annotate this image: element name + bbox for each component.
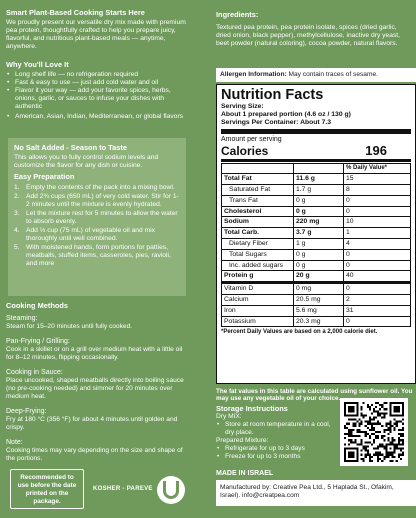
- fat-note: The fat values in this table are calculated using sunflower oil. You may use any vegetable oil of your choice.: [216, 388, 413, 403]
- method-title: Cooking in Sauce:: [6, 369, 63, 376]
- dv-footnote: *Percent Daily Values are based on a 2,000 calorie diet.: [221, 329, 378, 336]
- method-text: Cook in a skillet or on a grill over medium heat with a little oil for 8–12 minutes, flipping occasionally.: [6, 346, 183, 361]
- nutrient-amount: 0 mg: [294, 283, 344, 295]
- calories-row: [221, 144, 411, 158]
- calories-value: 196: [365, 143, 387, 158]
- nutrient-dv: 31: [344, 305, 411, 316]
- why-item: • Flavor it your way — add your favorite spices, herbs, onions, garlic, or sauces to infuse your dishes with authentic: [6, 87, 186, 111]
- nutrient-row: [222, 206, 411, 217]
- nutrient-name: Total Carb.: [222, 228, 294, 239]
- kosher-ou-logo: [157, 476, 185, 504]
- method-title: Steaming:: [6, 315, 38, 322]
- nutrient-row: [222, 249, 411, 260]
- nutrient-amount: 5.6 mg: [294, 305, 344, 316]
- method-title: Pan-Frying / Grilling:: [6, 338, 70, 345]
- nutrient-name: Total Sugars: [222, 249, 294, 260]
- amount-per-serving: Amount per serving: [221, 136, 282, 143]
- method-title: Deep-Frying:: [6, 408, 47, 415]
- nutrient-name: Inc. added sugars: [222, 260, 294, 271]
- nutrient-row: [222, 174, 411, 185]
- storage-item: • Store at room temperature in a cool, dry place.: [216, 421, 338, 437]
- method-text: Fry at 180 °C (356 °F) for about 4 minutes until golden and crispy.: [6, 416, 178, 431]
- nutrient-dv: 15: [344, 174, 411, 185]
- nutrient-row: [222, 239, 411, 250]
- nutrient-row: [222, 185, 411, 196]
- method-text: Place uncooked, shaped meatballs directly into boiling sauce (no pre-cooking needed) and simmer for 20 minutes over medium heat.: [6, 377, 184, 400]
- intro-text: We proudly present our versatile dry mix made with premium pea protein, thoughtfully crafted to help you prepare juicy, flavorful, and nutritious plant-based meals — anytime, anywhere.: [6, 19, 186, 50]
- allergen-text: May contain traces of sesame.: [288, 71, 378, 78]
- why-section: [6, 60, 186, 121]
- prep-step-number: 1.: [14, 184, 20, 191]
- methods-title: Cooking Methods: [6, 301, 68, 310]
- prep-step: [14, 184, 182, 192]
- nutrient-amount: 11.6 g: [294, 174, 344, 185]
- nutrient-row: [222, 228, 411, 239]
- storage-dry-label: Dry MIX:: [216, 413, 242, 420]
- prep-step-text: Add 2¾ cups (650 mL) of very cold water. Stir for 1-2 minutes until the mixture is evenly hydrated.: [26, 193, 179, 208]
- nutrient-name: Dietary Fiber: [222, 239, 294, 250]
- recommend-box: Recommended to use before the date printed on the package.: [10, 469, 84, 509]
- kosher-label: KOSHER - PAREVE: [93, 486, 153, 492]
- nutrient-row: [222, 271, 411, 283]
- storage-prepared-list: [216, 445, 338, 461]
- method-text: Steam for 15–20 minutes until fully cooked.: [6, 323, 133, 330]
- nutrient-name: Potassium: [222, 316, 294, 327]
- calories-label: Calories: [221, 144, 269, 158]
- prep-step-number: 5.: [14, 244, 20, 251]
- dv-header: % Daily Value*: [344, 163, 411, 174]
- nutrient-row: [222, 283, 411, 295]
- right-column: [208, 0, 416, 518]
- nutrient-name: Total Fat: [222, 174, 294, 185]
- nutrient-dv: 10: [344, 217, 411, 228]
- nutrient-amount: 0 g: [294, 195, 344, 206]
- nutrient-amount: 0 g: [294, 260, 344, 271]
- qr-code[interactable]: [340, 398, 408, 466]
- prep-section: [14, 172, 182, 269]
- nosalt-title: No Salt Added - Season to Taste: [14, 143, 127, 152]
- storage-title: Storage Instructions: [216, 404, 288, 413]
- nutrient-row: [222, 305, 411, 316]
- prep-step-number: 4.: [14, 227, 20, 234]
- ingredients-title: Ingredients:: [216, 10, 259, 19]
- nutrient-amount: 20 g: [294, 271, 344, 283]
- nutrient-amount: 20.3 mg: [294, 316, 344, 327]
- method-item: [6, 337, 186, 362]
- nutrient-amount: 20.5 mg: [294, 295, 344, 306]
- nutrient-name: Vitamin D: [222, 283, 294, 295]
- nutrient-dv: 2: [344, 295, 411, 306]
- ingredients-text: Textured pea protein, pea protein isolate, spices (dried garlic, dried onion, black pepper), methylcellulose, inactive dry yeast, beet powder (natural coloring), cocoa powder, natural flavors.: [216, 24, 401, 47]
- ou-mark-icon: [163, 481, 179, 499]
- method-item: [6, 438, 186, 463]
- nutrient-name: Protein g: [222, 271, 294, 283]
- method-item: [6, 314, 186, 331]
- nutrient-dv: 4: [344, 239, 411, 250]
- made-in-label: MADE IN ISRAEL: [216, 470, 274, 477]
- prep-step-number: 3.: [14, 210, 20, 217]
- nutrient-row: [222, 260, 411, 271]
- why-item: • Fast & easy to use — just add cold water and oil: [6, 79, 186, 87]
- allergen-label: Allergen Information:: [220, 71, 287, 78]
- nutrient-name: Cholesterol: [222, 206, 294, 217]
- intro-title: Smart Plant-Based Cooking Starts Here: [6, 8, 145, 17]
- prep-step: [14, 210, 182, 226]
- nutrient-amount: 1 g: [294, 239, 344, 250]
- serving-size: About 1 prepared portion (4.6 oz / 130 g): [221, 111, 351, 118]
- nutrient-dv: 8: [344, 185, 411, 196]
- prep-step: [14, 227, 182, 243]
- method-item: [6, 368, 186, 401]
- prep-title: Easy Preparation: [14, 172, 75, 181]
- serving-size-label: Serving Size:: [221, 103, 264, 110]
- prep-steps: [14, 184, 182, 268]
- why-title: Why You'll Love It: [6, 60, 69, 69]
- method-title: Note:: [6, 439, 23, 446]
- nutrient-table: [221, 163, 411, 328]
- nutrient-name: Trans Fat: [222, 195, 294, 206]
- nutrient-dv: 40: [344, 271, 411, 283]
- divider: [221, 129, 411, 134]
- left-column: [0, 0, 190, 518]
- divider: [221, 159, 411, 162]
- method-item: [6, 407, 186, 432]
- nutrient-dv: 0: [344, 195, 411, 206]
- nosalt-section: [14, 143, 182, 170]
- methods-section: [6, 301, 186, 463]
- nutrient-row: [222, 295, 411, 306]
- nutrient-name: Iron: [222, 305, 294, 316]
- nutrient-name: Calcium: [222, 295, 294, 306]
- nutrient-amount: 220 mg: [294, 217, 344, 228]
- nutrient-amount: 0 g: [294, 206, 344, 217]
- servings-per-container: Servings Per Container: About 7.3: [221, 119, 332, 126]
- nutrient-amount: 3.7 g: [294, 228, 344, 239]
- storage-dry-list: [216, 421, 338, 437]
- manufacturer-box: Manufactured by: Creative Pea Ltd., 5 Haplada St., Ofakim, Israel). info@creatpea.com: [216, 480, 416, 506]
- nutrient-dv: 0: [344, 316, 411, 327]
- nutrient-row: [222, 195, 411, 206]
- prep-step-text: Add ⅓ cup (75 mL) of vegetable oil and mix thoroughly until well combined.: [26, 227, 155, 242]
- allergen-box: [216, 68, 416, 82]
- prep-step-text: Empty the contents of the pack into a mixing bowl.: [26, 184, 175, 191]
- prep-step: [14, 193, 182, 209]
- storage-item: • Refrigerate for up to 3 days: [216, 445, 338, 453]
- storage-item: • Freeze for up to 3 months: [216, 453, 338, 461]
- nutrient-row: [222, 217, 411, 228]
- prep-step-number: 2.: [14, 193, 20, 200]
- nutrient-header-row: [222, 163, 411, 174]
- prep-step-text: Let the mixture rest for 5 minutes to allow the water to absorb evenly.: [26, 210, 178, 225]
- storage-prepared-label: Prepared Mixture:: [216, 437, 269, 444]
- nutrient-amount: 1.7 g: [294, 185, 344, 196]
- why-item: • American, Asian, Indian, Mediterranean, or global flavors: [6, 113, 186, 121]
- nutrition-title: Nutrition Facts: [221, 87, 324, 103]
- why-list: [6, 71, 186, 121]
- nutrition-facts-panel: [216, 84, 416, 384]
- nutrient-dv: 0: [344, 283, 411, 295]
- why-item: • Long shelf life — no refrigeration required: [6, 71, 186, 79]
- header-blank: [294, 163, 344, 174]
- method-text: Cooking times may vary depending on the size and shape of the portions.: [6, 447, 183, 462]
- nosalt-text: This allows you to fully control sodium levels and customize the flavor for any dish or cuisine.: [14, 154, 159, 169]
- nutrient-name: Sodium: [222, 217, 294, 228]
- header-blank: [222, 163, 294, 174]
- nutrient-name: Saturated Fat: [222, 185, 294, 196]
- nutrient-row: [222, 316, 411, 327]
- nutrient-dv: 0: [344, 249, 411, 260]
- qr-code-icon: [344, 402, 404, 462]
- nutrient-dv: 0: [344, 206, 411, 217]
- nutrient-dv: 0: [344, 260, 411, 271]
- prep-step-text: With moistened hands, form portions for patties, meatballs, stuffed items, casseroles, pies, ravioli, and more: [26, 244, 171, 267]
- prep-step: [14, 244, 182, 268]
- nutrient-dv: 1: [344, 228, 411, 239]
- nutrient-amount: 0 g: [294, 249, 344, 260]
- intro-section: [6, 8, 186, 51]
- storage-section: [216, 404, 338, 461]
